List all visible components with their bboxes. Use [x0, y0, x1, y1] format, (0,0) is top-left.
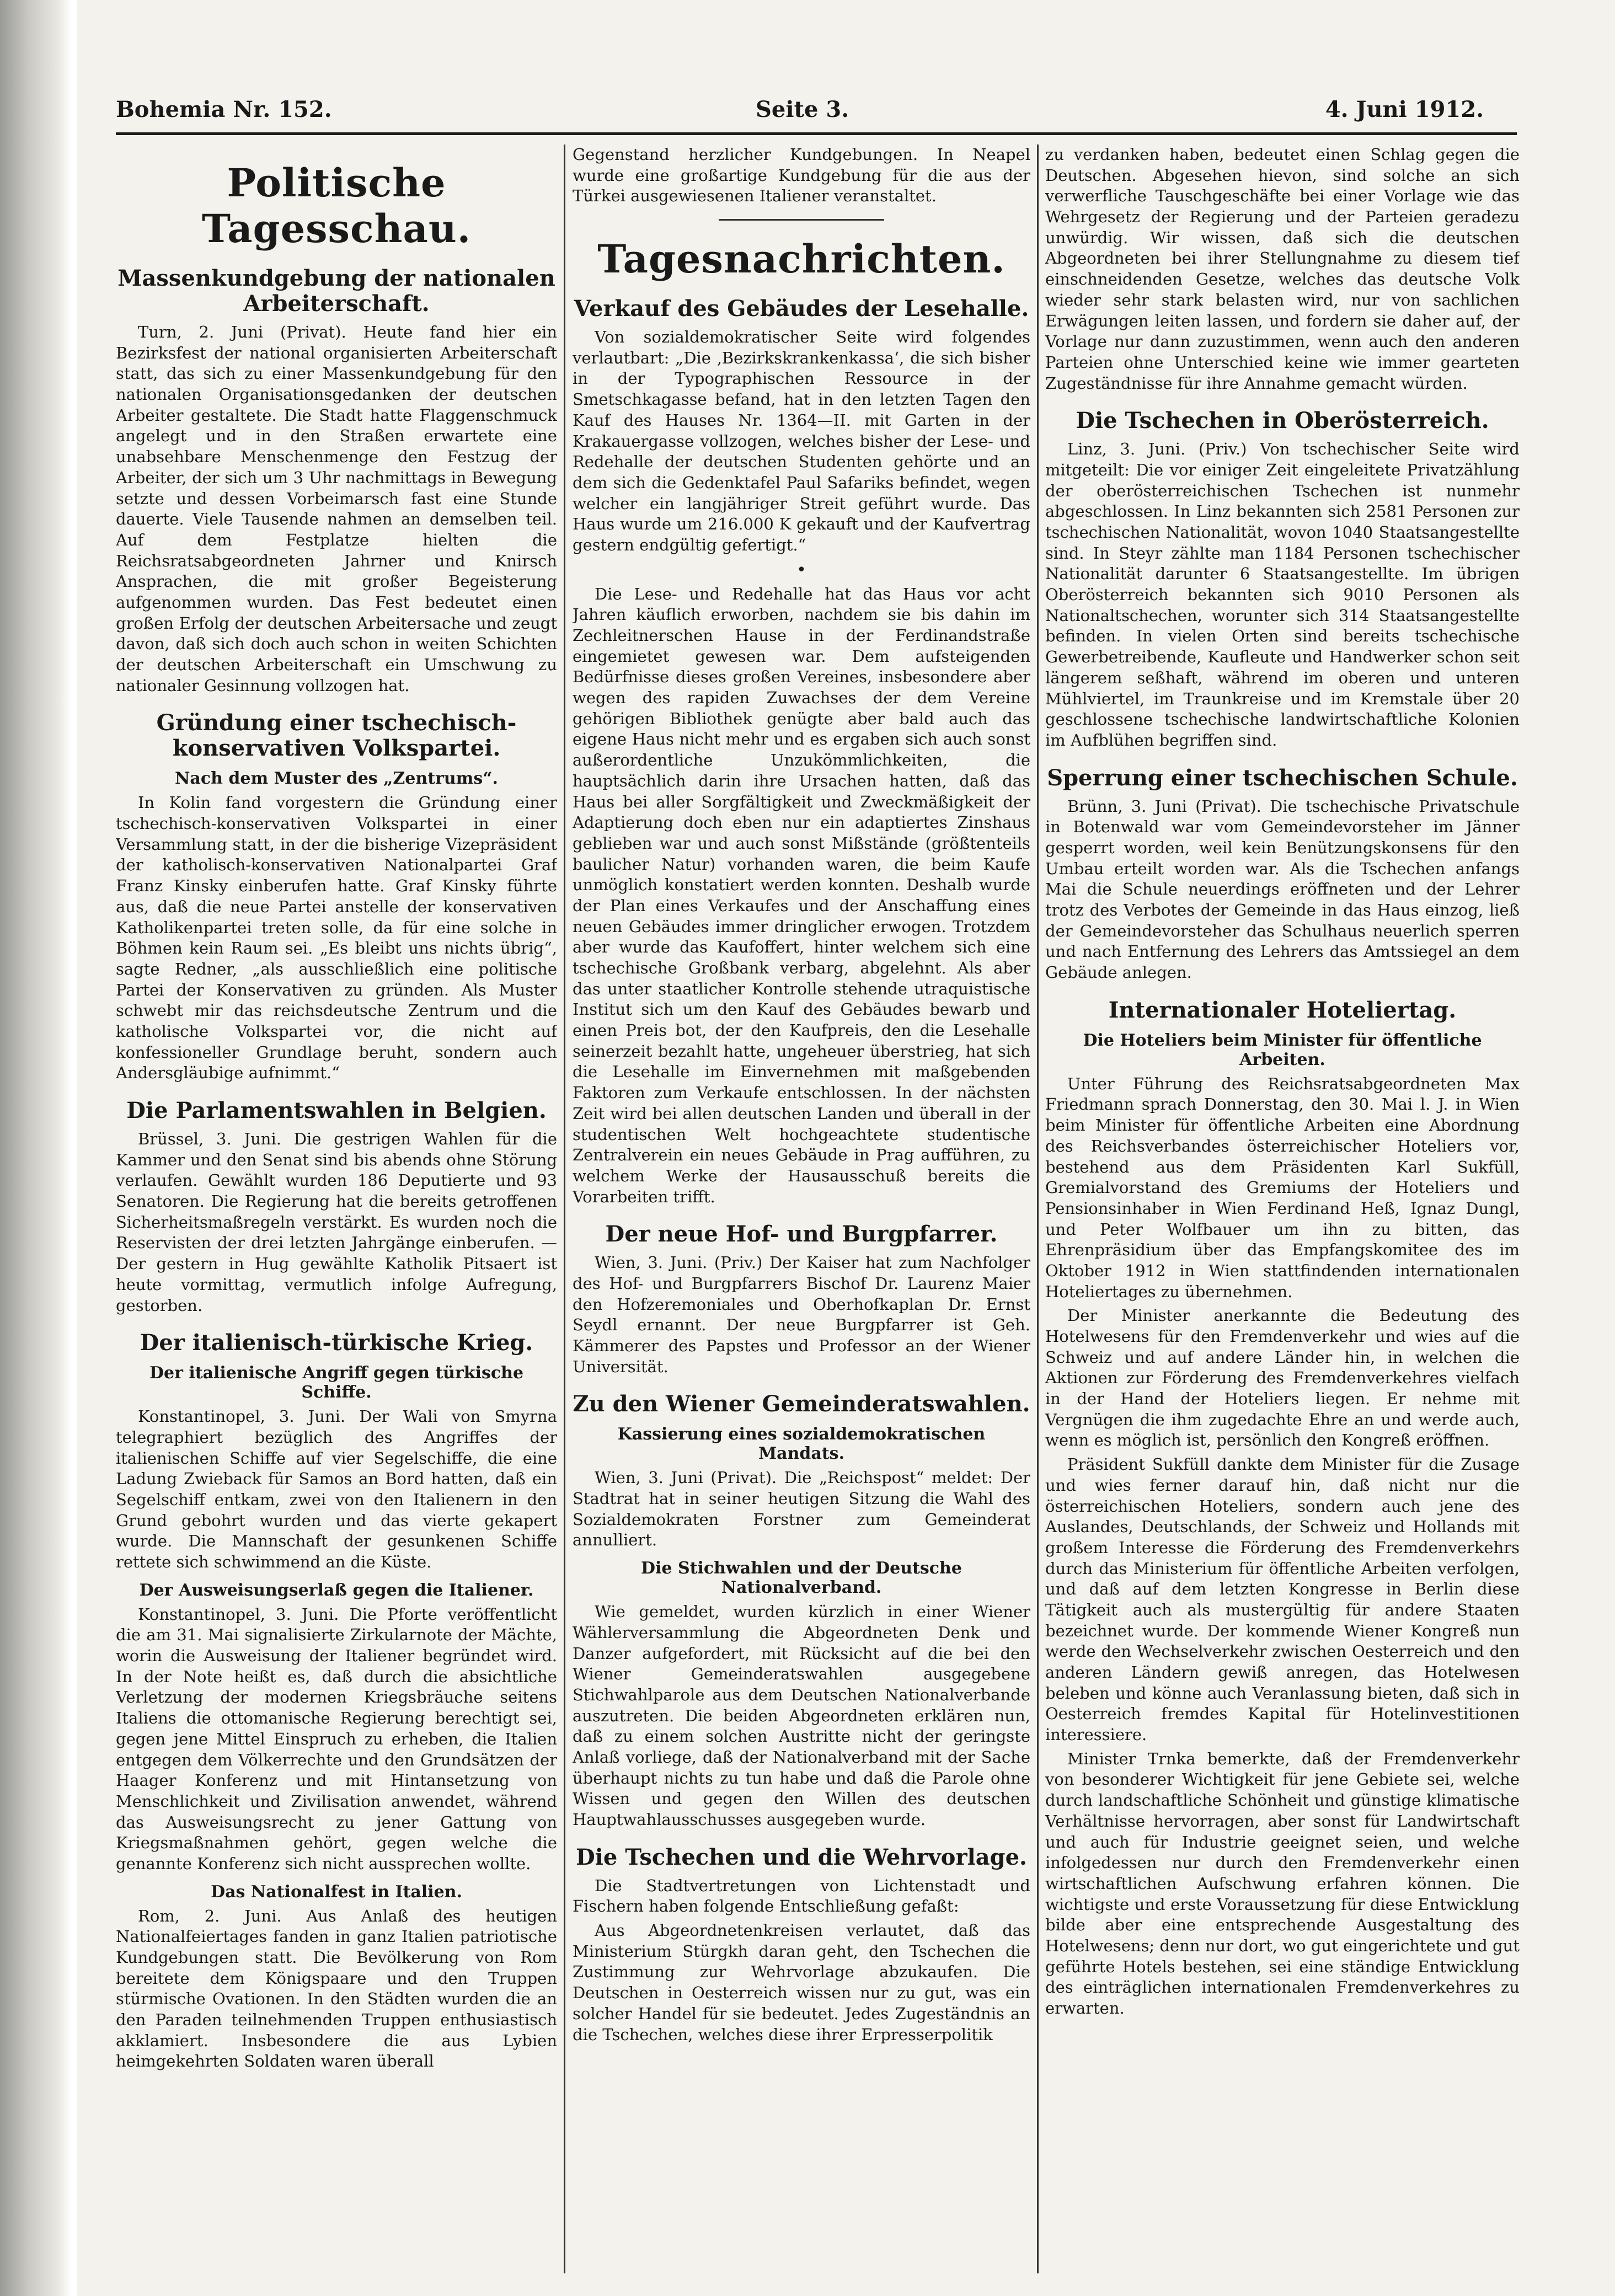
article-body: In Kolin fand vorgestern die Gründung einer tschechisch-konservativen Volkspartei in einer Versammlung statt, in der die bisherige Vizepräsident der katholisch-konservativen Nationalpartei Graf Franz Kinsky einberufen hatte. Graf Kinsky führte aus, daß die neue Partei anstelle der konservativen Katholikenpartei treten solle, da für eine solche in Böhmen kein Raum sei. „Es bleibt uns nichts übrig“, sagte Redner, „als ausschließlich eine politische Partei der Konservativen zu gründen. Als Muster schwebt mir das reichsdeutsche Zentrum und die katholische Volkspartei vor, die nicht auf konfessioneller Grundlage beruht, sondern auch Andersgläubige aufnimmt.“ [116, 793, 557, 1083]
article-title: Gründung einer tschechisch-konservativen Volkspartei. [156, 710, 517, 762]
page-header [116, 91, 1484, 130]
article-continuation: zu verdanken haben, bedeutet einen Schlag gegen die Deutschen. Abgesehen hievon, sind solche an sich verwerfliche Tauschgeschäfte bei einer Vorlage wie das Wehrgesetz der Regierung und der Parteien geradezu unwürdig. Wir wissen, daß sich die deutschen Abgeordneten bei ihrer Stellungnahme zu diesem tief einschneidenden Gesetze, welches das deutsche Volk wieder sehr stark belasten wird, nur von sachlichen Erwägungen leiten lassen, und fordern sie daher auf, der Vorlage nur dann zuzustimmen, wenn auch den anderen Parteien ohne Unterschied keine wie immer gearteten Zugeständnisse für ihre Annahme gemacht würden. [1045, 145, 1520, 393]
section-title: Politische Tagesschau. [201, 160, 472, 251]
article-body: Die Stadtvertretungen von Lichtenstadt und Fischern haben folgende Entschließung gefaßt: [573, 1876, 1030, 1916]
header-rule [116, 132, 1517, 135]
article-title: Die Parlamentswahlen in Belgien. [126, 1098, 547, 1123]
article-body: Unter Führung des Reichsratsabgeordneten Max Friedmann sprach Donnerstag, den 30. Mai l. J. in Wien beim Minister für öffentliche Arbeiten eine Abordnung des Reichsverbandes österreichischer Hoteliers vor, bestehend aus dem Präsidenten Karl Sukfüll, Gremialvorstand des Gremiums der Hoteliers und Pensionsinhaber in Wien Ferdinand Heß, Ignaz Dungl, und Peter Wolfbauer um ihn zu bitten, das Ehrenpräsidium über das Empfangskomitee des im Oktober 1912 in Wien stattfindenden internationalen Hoteliertages zu übernehmen. [1045, 1074, 1520, 1301]
article-body: Minister Trnka bemerkte, daß der Fremdenverkehr von besonderer Wichtigkeit für jene Gebiete sei, welche durch landschaftliche Schönheit und günstige klimatische Verhältnisse hervorragen, aber sonst für Landwirtschaft und auch für Industrie geeignet seien, und welche infolgedessen nur durch den Fremdenverkehr einen wirtschaftlichen Aufschwung erfahren können. Die wichtigste und erste Voraussetzung für diese Entwicklung bilde aber eine entsprechende Ausgestaltung des Hotelwesens; denn nur dort, wo gut eingerichtete und gut geführte Hotels bestehen, sei eine ständige Entwicklung des einträglichen internationalen Fremdenverkehres zu erwarten. [1045, 1749, 1520, 2017]
previous-page-edge [0, 0, 72, 2296]
article-body: Brüssel, 3. Juni. Die gestrigen Wahlen für die Kammer und den Senat sind bis abends ohne Störung verlaufen. Gewählt wurden 186 Deputierte und 93 Senatoren. Die Regierung hat die bereits getroffenen Sicherheitsmaßregeln verstärkt. Es wurden noch die Reservisten der drei letzten Jahrgänge einberufen. — Der gestern in Hug gewählte Katholik Pitsaert ist heute vormittag, vermutlich infolge Aufregung, gestorben. [116, 1130, 557, 1315]
article-body: Die Lese- und Redehalle hat das Haus vor acht Jahren käuflich erworben, nachdem sie bis dahin im Zechleitnerschen Hause in der Ferdinandstraße eingemietet gewesen war. Dem aufsteigenden Bedürfnisse dieses großen Vereines, insbesondere aber wegen des rapiden Zuwachses der dem Vereine gehörigen Bibliothek genügte aber bald auch das eigene Haus nicht mehr und es ergaben sich auch sonst außerordentliche Unzukömmlichkeiten, die hauptsächlich darin ihre Ursachen hatten, daß das Haus bei aller Sorgfältigkeit und Zweckmäßigkeit der Adaptierung doch eben nur ein adaptiertes Zinshaus geblieben war und auch sonst Mißstände (größtenteils baulicher Natur) vorhanden waren, die beim Kaufe unmöglich konstatiert werden konnten. Deshalb wurde der Plan eines Verkaufes und der Anschaffung eines neuen Gebäudes immer dringlicher erwogen. Trotzdem aber wurde das Kaufoffert, hinter welchem sich eine tschechische Großbank verbarg, abgelehnt. Als aber das unter staatlicher Kontrolle stehende utraquistische Institut sich um den Kauf des Gebäudes bewarb und einen Preis bot, der den Kaufpreis, den die Lesehalle seinerzeit bezahlt hatte, ungeheuer überstrieg, hat sich die Lesehalle im Einvernehmen mit maßgebenden Faktoren zum Verkaufe entschlossen. In der nächsten Zeit wird bei allen deutschen Landen und überall in der studentischen Welt hochgeachtete studentische Zentralverein ein neues Gebäude in Prag aufführen, zu welchem Werke der Hausausschuß bereits die Vorarbeiten trifft. [573, 584, 1030, 1206]
article-title: Verkauf des Gebäudes der Lesehalle. [574, 296, 1029, 322]
column-middle [573, 144, 1030, 2279]
article-title: Der neue Hof- und Burgpfarrer. [605, 1221, 998, 1248]
article-subtitle: Der Ausweisungserlaß gegen die Italiener. [139, 1580, 534, 1600]
article-title: Die Tschechen in Oberösterreich. [1076, 408, 1489, 434]
article-body: Wie gemeldet, wurden kürzlich in einer Wiener Wählerversammlung die Abgeordneten Denk und Danzer aufgefordert, mit Rücksicht auf die bei den Wiener Gemeinderatswahlen ausgegebene Stichwahlparole aus dem Deutschen Nationalverbande auszutreten. Die beiden Abgeordneten erklären nun, daß zu einem solchen Austritte nicht der geringste Anlaß vorliege, daß der Nationalverband mit der Sache überhaupt nichts zu tun habe und daß die Parole ohne Wissen und gegen den Willen des deutschen Hauptwahlausschusses ausgegeben wurde. [573, 1602, 1030, 1829]
section-title: Tagesnachrichten. [597, 236, 1006, 282]
issue-date: 4. Juni 1912. [1325, 97, 1484, 122]
article-body: Von sozialdemokratischer Seite wird folgendes verlautbart: „Die ‚Bezirkskrankenkassa‘, die sich bisher in der Typographischen Ressource in der Smetschkagasse befand, hat in den letzten Tagen den Kauf des Hauses Nr. 1364—II. mit Garten in der Krakauergasse vollzogen, welches bisher der Lese- und Redehalle der deutschen Studenten gehörte und an dem sich die Gedenktafel Paul Safariks befindet, wegen welcher ein langjähriger Streit geführt wurde. Das Haus wurde um 216.000 K gekauft und der Kaufvertrag gestern endgültig gefertigt.“ [573, 328, 1030, 554]
article-body: Turn, 2. Juni (Privat). Heute fand hier ein Bezirksfest der national organisierten Arbeiterschaft statt, das sich zu einer Massenkundgebung für den nationalen Organisationsgedanken der deutschen Arbeiter gestaltete. Die Stadt hatte Flaggenschmuck angelegt und in den Straßen erwartete eine unabsehbare Menschenmenge den Festzug der Arbeiter, der sich um 3 Uhr nachmittags in Bewegung setzte und dessen Vorbeimarsch fast eine Stunde dauerte. Viele Tausende nahmen an demselben teil. Auf dem Festplatze hielten die Reichsratsabgeordneten Jahrner und Knirsch Ansprachen, die mit großer Begeisterung aufgenommen wurden. Das Fest bedeutet einen großen Erfolg der deutschen Arbeitersache und zeugt davon, daß sich doch auch schon in weiten Schichten der deutschen Arbeiterschaft ein Umschwung zu nationaler Gesinnung vollzogen hat. [116, 323, 557, 695]
article-body: Konstantinopel, 3. Juni. Die Pforte veröffentlicht die am 31. Mai signalisierte Zirkularnote der Mächte, worin die Ausweisung der Italiener begründet wird. In der Note heißt es, daß durch die absichtliche Verletzung der modernen Kriegsbräuche seitens Italiens die ottomanische Regierung berechtigt sei, gegen jene Mittel Einspruch zu erheben, die Italien entgegen dem Völkerrechte und den Grundsätzen der Haager Konferenz und mit Hintansetzung von Menschlichkeit und Zivilisation anwendet, während das Ausweisungsrecht zu jener Gattung von Kriegsmaßnahmen gehört, gegen welche die genannte Konferenz sich nicht aussprechen wollte. [116, 1604, 557, 1873]
column-left [116, 144, 557, 2279]
divider [719, 219, 884, 221]
article-title: Zu den Wiener Gemeinderatswahlen. [573, 1391, 1030, 1417]
article-body: Aus Abgeordnetenkreisen verlautet, daß das Ministerium Stürgkh daran geht, den Tschechen die Zustimmung zur Wehrvorlage abzukaufen. Die Deutschen in Oesterreich wissen nur zu gut, was ein solcher Handel für sie bedeutet. Jedes Zugeständnis an die Tschechen, welches diese ihrer Erpresserpolitik [573, 1921, 1030, 2044]
article-title: Sperrung einer tschechischen Schule. [1047, 764, 1518, 791]
article-body: Brünn, 3. Juni (Privat). Die tschechische Privatschule in Botenwald war vom Gemeindevorsteher im Jänner gesperrt worden, weil kein Benützungskonsens für den Umbau erteilt worden war. Als die Tschechen anfangs Mai die Schule neuerdings eröffneten und der Lehrer trotz des Verbotes der Gemeinde in das Haus einzog, ließ der Gemeindevorsteher das Schulhaus neuerlich sperren und nach Entfernung des Lehrers das Amtssiegel an dem Gebäude anlegen. [1045, 796, 1520, 982]
article-body: Konstantinopel, 3. Juni. Der Wali von Smyrna telegraphiert bezüglich des Angriffes der italienischen Schiffe auf vier Segelschiffe, die eine Ladung Zwieback für Samos an Bord hatten, daß ein Segelschiff entkam, zwei von den Italienern in den Grund gebohrt wurden und das vierte gekapert wurde. Die Mannschaft der gesunkenen Schiffe rettete sich schwimmend an die Küste. [116, 1407, 557, 1571]
article-continuation: Gegenstand herzlicher Kundgebungen. In Neapel wurde eine großartige Kundgebung für die aus der Türkei ausgewiesenen Italiener veranstaltet. [573, 145, 1030, 206]
article-title: Internationaler Hoteliertag. [1108, 997, 1457, 1023]
article-subtitle: Das Nationalfest in Italien. [211, 1882, 462, 1902]
article-body: Der Minister anerkannte die Bedeutung des Hotelwesens für den Fremdenverkehr und wies auf die Schweiz und auf andere Länder hin, in welchen die Aktionen zur Förderung des Fremdenverkehres vielfach in der Hand der Hoteliers liegen. Er nehme mit Vergnügen die ihm zugedachte Ehre an und werde auch, wenn es möglich ist, persönlich den Kongreß eröffnen. [1045, 1306, 1520, 1450]
column-divider [564, 144, 565, 2273]
separator-dot-icon: • [796, 560, 806, 580]
article-body: Linz, 3. Juni. (Priv.) Von tschechischer Seite wird mitgeteilt: Die vor einiger Zeit eingeleitete Privatzählung der oberösterreichischen Tschechen ist nunmehr abgeschlossen. In Linz bekannten sich 2581 Personen zur tschechischen Nationalität, wovon 1040 Staatsangestellte sind. In Steyr zählte man 1184 Personen tschechischer Nationalität darunter 6 Staatsangestellte. Im übrigen Oberösterreich bekannten sich 9010 Personen als Nationaltschechen, worunter sich 314 Staatsangestellte befinden. In vielen Orten sind bereits tschechische Gewerbetreibende, Kaufleute und Handwerker schon seit längerem seßhaft, während im oberen und unteren Mühlviertel, im Traunkreise und im Kremstale über 20 geschlossene tschechische landwirtschaftliche Kolonien im Aufblühen begriffen sind. [1045, 440, 1520, 750]
article-subtitle: Nach dem Muster des „Zentrums“. [175, 769, 498, 789]
article-title: Der italienisch-türkische Krieg. [140, 1330, 533, 1356]
article-title: Massenkundgebung der nationalen Arbeiterschaft. [117, 265, 555, 317]
article-subtitle: Der italienische Angriff gegen türkische Schiffe. [149, 1363, 524, 1403]
column-divider [1037, 144, 1039, 2273]
article-body: Präsident Sukfüll dankte dem Minister für die Zusage und wies ferner darauf hin, daß nicht nur die österreichischen Hoteliers, sondern auch jene des Auslandes, Deutschlands, der Schweiz und Hollands mit großem Interesse die Förderung des Fremdenverkehrs durch das Ministerium für öffentliche Arbeiten verfolgen, und daß auf dem letzten Kongresse in Berlin diese Tätigkeit auch als mustergültig für andere Staaten bezeichnet wurde. Der kommende Wiener Kongreß nun werde den Wechselverkehr zwischen Oesterreich und den anderen Ländern gewiß anregen, das Hotelwesen beleben und könne auch Veranlassung bieten, daß sich in Oesterreich fremdes Kapital für Hotelinvestitionen interessiere. [1045, 1455, 1520, 1744]
article-subtitle: Die Hoteliers beim Minister für öffentliche Arbeiten. [1083, 1030, 1482, 1069]
article-body: Wien, 3. Juni (Privat). Die „Reichspost“ meldet: Der Stadtrat hat in seiner heutigen Sitzung die Wahl des Sozialdemokraten Forstner zum Gemeinderat annulliert. [573, 1468, 1030, 1550]
publication-issue: Bohemia Nr. 152. [116, 97, 332, 122]
column-right [1045, 144, 1520, 2279]
page-number: Seite 3. [756, 97, 849, 122]
article-subtitle: Kassierung eines sozialdemokratischen Mandats. [617, 1425, 986, 1464]
article-subtitle: Die Stichwahlen und der Deutsche Nationalverband. [641, 1559, 962, 1598]
article-body: Rom, 2. Juni. Aus Anlaß des heutigen Nationalfeiertages fanden in ganz Italien patriotische Kundgebungen statt. Die Bevölkerung von Rom bereitete dem Königspaare und den Truppen stürmische Ovationen. In den Städten wurden die an den Paraden teilnehmenden Truppen enthusiastisch akklamiert. Insbesondere die aus Lybien heimgekehrten Soldaten waren überall [116, 1906, 557, 2071]
article-title: Die Tschechen und die Wehrvorlage. [576, 1844, 1027, 1870]
article-body: Wien, 3. Juni. (Priv.) Der Kaiser hat zum Nachfolger des Hof- und Burgpfarrers Bischof Dr. Laurenz Maier den Hofzeremoniales und Oberhofkaplan Dr. Ernst Seydl ernannt. Der neue Burgpfarrer ist Geh. Kämmerer des Papstes und Professor an der Wiener Universität. [573, 1253, 1030, 1376]
